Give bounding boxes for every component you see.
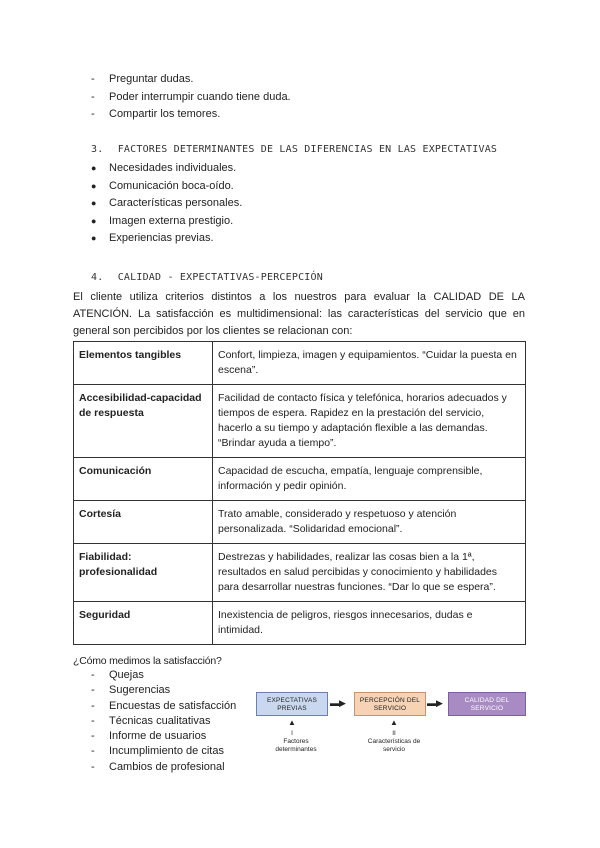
list-item: - Cambios de profesional xyxy=(91,760,236,775)
arrow-right-icon: ▬▶ xyxy=(330,698,346,708)
section-4-heading xyxy=(91,272,323,283)
attribute-name: Elementos tangibles xyxy=(74,342,213,385)
roman-two-label: II xyxy=(392,730,396,737)
attribute-name: Accesibilidad-capacidad de respuesta xyxy=(74,385,213,458)
list-item: - Quejas xyxy=(91,668,236,683)
table-row xyxy=(74,458,526,501)
attribute-description: Confort, limpieza, imagen y equipamientos. “Cuidar la puesta en escena”. xyxy=(213,342,526,385)
attribute-name: Seguridad xyxy=(74,602,213,645)
measure-list xyxy=(91,668,236,775)
list-item: ● Necesidades individuales. xyxy=(91,160,242,178)
table-row xyxy=(74,544,526,602)
table-row xyxy=(74,501,526,544)
section-3-heading xyxy=(91,144,497,155)
perception-box: PERCEPCIÓN DEL SERVICIO xyxy=(354,692,426,716)
section-number: 4. xyxy=(91,272,104,283)
attribute-name: Fiabilidad: profesionalidad xyxy=(74,544,213,602)
attribute-description: Capacidad de escucha, empatía, lenguaje comprensible, información y pedir opinión. xyxy=(213,458,526,501)
list-item: - Poder interrumpir cuando tiene duda. xyxy=(91,89,291,107)
attribute-description: Inexistencia de peligros, riesgos innecesarios, dudas e intimidad. xyxy=(213,602,526,645)
factors-list xyxy=(91,160,242,248)
list-item: - Preguntar dudas. xyxy=(91,71,291,89)
section-title: FACTORES DETERMINANTES DE LAS DIFERENCIAS EN LAS EXPECTATIVAS xyxy=(117,144,498,155)
list-item: ● Experiencias previas. xyxy=(91,230,242,248)
list-item: - Encuestas de satisfacción xyxy=(91,699,236,714)
list-item: - Compartir los temores. xyxy=(91,106,291,124)
arrow-up-icon: ▲ xyxy=(390,718,398,727)
section-number: 3. xyxy=(91,144,104,155)
attribute-description: Destrezas y habilidades, realizar las cosas bien a la 1ª, resultados en salud percibidas y conocimiento y habilidades para desarrollar nuestras funciones. “Dar lo que se espera”. xyxy=(213,544,526,602)
attribute-description: Trato amable, considerado y respetuoso y atención personalizada. “Solidaridad emocional”. xyxy=(213,501,526,544)
list-item: - Incumplimiento de citas xyxy=(91,744,236,759)
arrow-up-icon: ▲ xyxy=(288,718,296,727)
quality-attributes-table xyxy=(73,341,526,645)
section-title: CALIDAD - EXPECTATIVAS-PERCEPCIÓN xyxy=(117,272,323,283)
list-item: - Técnicas cualitativas xyxy=(91,714,236,729)
roman-one-label: I xyxy=(291,730,293,737)
characteristics-note: Características de servicio xyxy=(367,738,421,753)
list-item: ● Comunicación boca-oído. xyxy=(91,178,242,196)
attribute-description: Facilidad de contacto física y telefónica, horarios adecuados y tiempos de espera. Rapidez en la prestación del servicio, hacerlo a su tiempo y adaptación flexible a las demandas. “Brindar ayuda a tiempo”. xyxy=(213,385,526,458)
arrow-right-icon: ▬▶ xyxy=(427,698,443,708)
table-row xyxy=(74,342,526,385)
list-item: - Informe de usuarios xyxy=(91,729,236,744)
table-row xyxy=(74,385,526,458)
factors-note: Factores determinantes xyxy=(275,738,317,753)
intro-paragraph: El cliente utiliza criterios distintos a los nuestros para evaluar la CALIDAD DE LA ATENCIÓN. La satisfacción es multidimensional: las características del servicio que en general son percibidos por los clientes se relacionan con: xyxy=(73,291,525,337)
attribute-name: Comunicación xyxy=(74,458,213,501)
list-item: ● Características personales. xyxy=(91,195,242,213)
attribute-name: Cortesía xyxy=(74,501,213,544)
list-item: - Sugerencias xyxy=(91,683,236,698)
expectations-box: EXPECTATIVAS PREVIAS xyxy=(256,692,328,716)
list-item: ● Imagen externa prestigio. xyxy=(91,213,242,231)
measure-question: ¿Cómo medimos la satisfacción? xyxy=(73,655,222,667)
quality-box: CALIDAD DEL SERVICIO xyxy=(448,692,526,716)
table-row xyxy=(74,602,526,645)
quality-diagram xyxy=(256,692,528,762)
doubts-list xyxy=(91,71,291,124)
